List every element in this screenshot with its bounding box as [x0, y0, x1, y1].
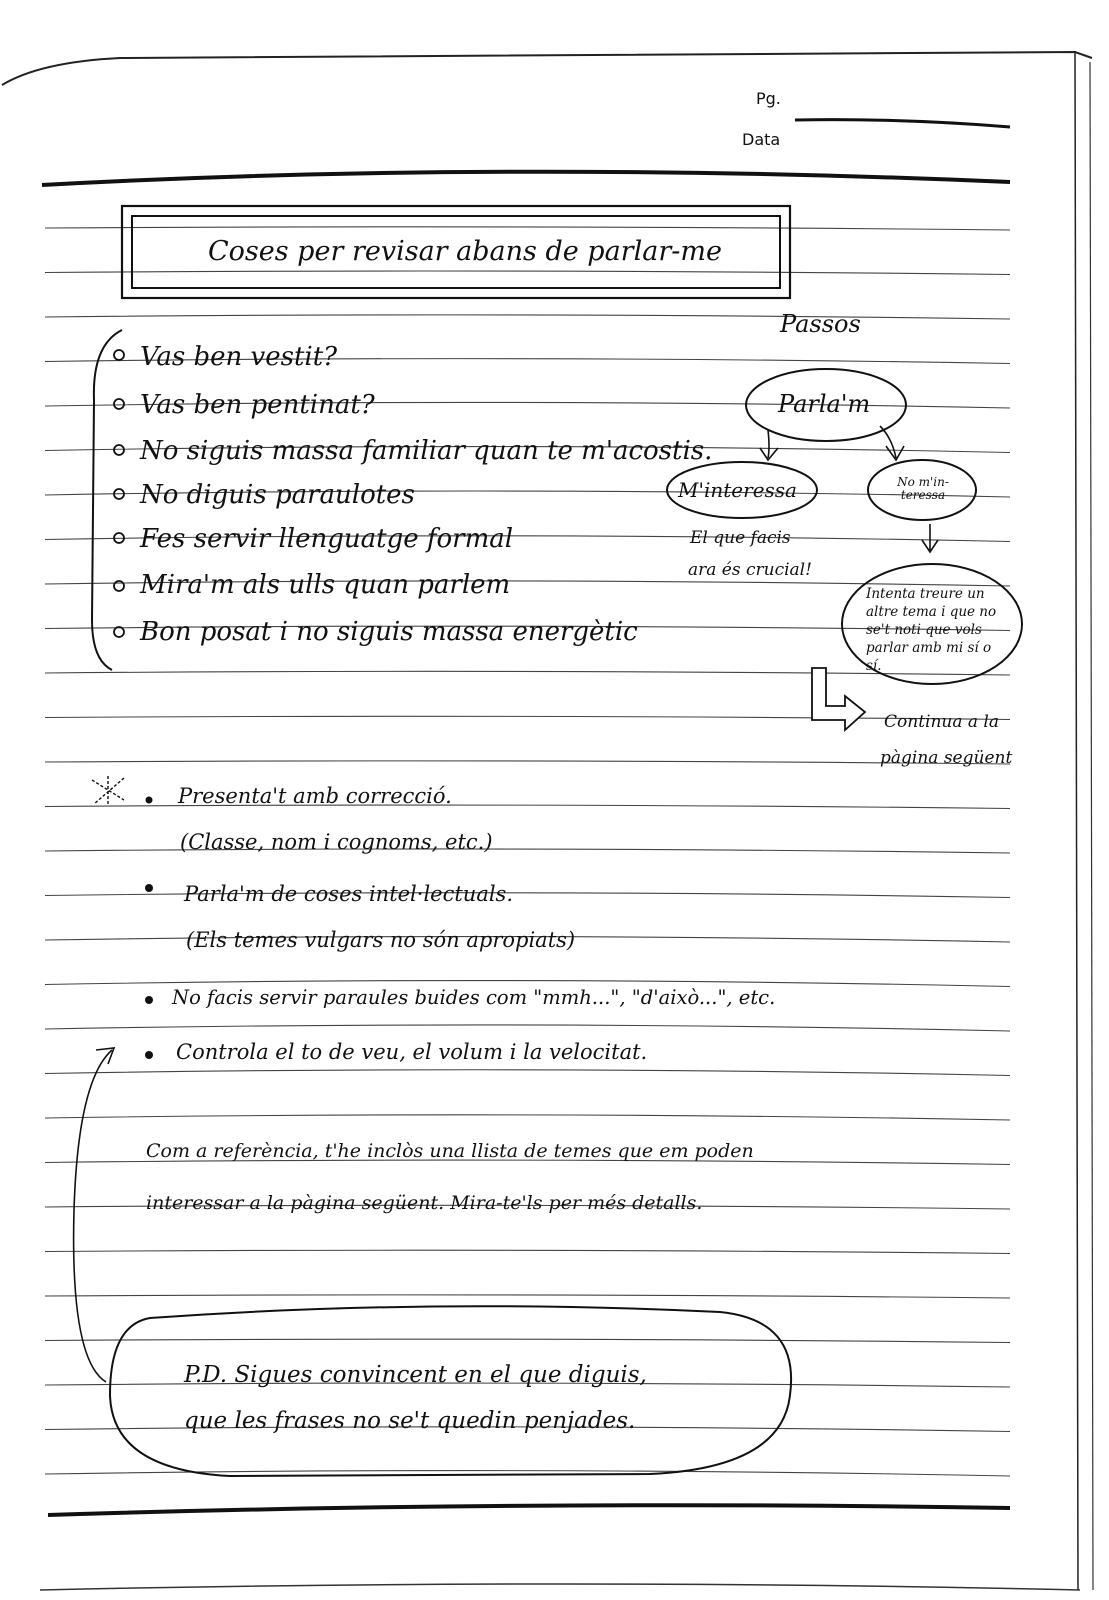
- page-bottom-edge: [40, 1584, 1080, 1590]
- bullet-dot-1: [146, 797, 153, 804]
- bullet-1: Presenta't amb correcció.: [178, 784, 452, 808]
- ruled-line: [45, 1115, 1010, 1120]
- checklist-circle: [114, 445, 124, 455]
- flow-start-node: Parla'm: [778, 390, 871, 418]
- header-rule: [42, 172, 1010, 185]
- branch-line: [768, 426, 896, 458]
- flow-no-node: [882, 476, 964, 502]
- ruled-line: [45, 271, 1010, 275]
- ruled-line: [45, 1295, 1010, 1298]
- ruled-line: [45, 716, 1010, 719]
- ruled-line: [45, 1070, 1010, 1076]
- bullet-2-sub: (Els temes vulgars no són apropiats): [186, 928, 576, 952]
- postscript-line-1: P.D. Sigues convincent en el que diguis,: [184, 1362, 647, 1388]
- ruled-line: [45, 315, 1010, 319]
- date-label: Data: [742, 130, 781, 149]
- page-number-rule: [795, 120, 1010, 127]
- checklist-circle: [114, 350, 124, 360]
- ruled-line: [45, 1339, 1010, 1342]
- checklist-item-6: Mira'm als ulls quan parlem: [140, 570, 511, 600]
- footer-rule: [48, 1505, 1010, 1515]
- bullet-dot-4: [145, 1051, 153, 1059]
- page-right-edge-2: [1090, 62, 1093, 1590]
- flow-continue-2: pàgina següent: [880, 748, 1013, 768]
- flow-no-note: Intenta treure un altre tema i que no se't noti que vols parlar amb mi sí o sí.: [866, 586, 997, 674]
- page-number-label: Pg.: [756, 89, 781, 108]
- flow-no-line-1: No m'in-: [897, 475, 949, 489]
- checklist-circle: [114, 627, 124, 637]
- flow-no-line-2: teressa: [900, 488, 946, 502]
- checklist-circle: [114, 399, 124, 409]
- no-arrow: [922, 524, 938, 552]
- bullet-4: Controla el to de veu, el volum i la velocitat.: [176, 1040, 648, 1064]
- checklist-item-2: Vas ben pentinat?: [140, 390, 375, 420]
- ps-arrow: [74, 1050, 112, 1382]
- checklist-item-7: Bon posat i no siguis massa energètic: [140, 617, 638, 647]
- reference-line-2: interessar a la pàgina següent. Mira-te'ls per més detalls.: [146, 1192, 703, 1214]
- continue-arrow: [812, 668, 865, 730]
- page-right-edge: [1075, 52, 1078, 1590]
- flow-continue-1: Continua a la: [884, 712, 1000, 732]
- bullet-3: No facis servir paraules buides com "mmh...", "d'això...", etc.: [172, 986, 776, 1009]
- flow-yes-note-1: El que facis: [690, 528, 791, 548]
- bullet-2: Parla'm de coses intel·lectuals.: [184, 882, 514, 906]
- page-title: Coses per revisar abans de parlar-me: [208, 236, 722, 267]
- page-outline: [2, 52, 1092, 85]
- flow-yes-note-2: ara és crucial!: [688, 560, 812, 580]
- postscript-line-2: que les frases no se't quedin penjades.: [184, 1408, 636, 1434]
- bullet-dot-2: [145, 884, 153, 892]
- checklist-item-3: No siguis massa familiar quan te m'acostis.: [140, 436, 713, 466]
- checklist-item-5: Fes servir llenguatge formal: [140, 524, 514, 554]
- ruled-line: [45, 1025, 1010, 1031]
- ruled-line: [45, 1250, 1010, 1253]
- ruled-line: [45, 227, 1010, 230]
- star-mark: [92, 776, 124, 806]
- flow-yes-node: M'interessa: [678, 478, 797, 502]
- reference-line-1: Com a referència, t'he inclòs una llista de temes que em poden: [146, 1140, 754, 1162]
- bullet-dot-3: [145, 996, 153, 1004]
- flow-heading: Passos: [780, 310, 861, 338]
- ruled-line: [45, 761, 1010, 764]
- checklist-item-4: No diguis paraulotes: [140, 480, 415, 510]
- checklist-brace: [92, 330, 122, 670]
- bullet-1-sub: (Classe, nom i cognoms, etc.): [180, 830, 493, 854]
- ps-bubble: [110, 1306, 791, 1476]
- checklist-item-1: Vas ben vestit?: [140, 342, 338, 372]
